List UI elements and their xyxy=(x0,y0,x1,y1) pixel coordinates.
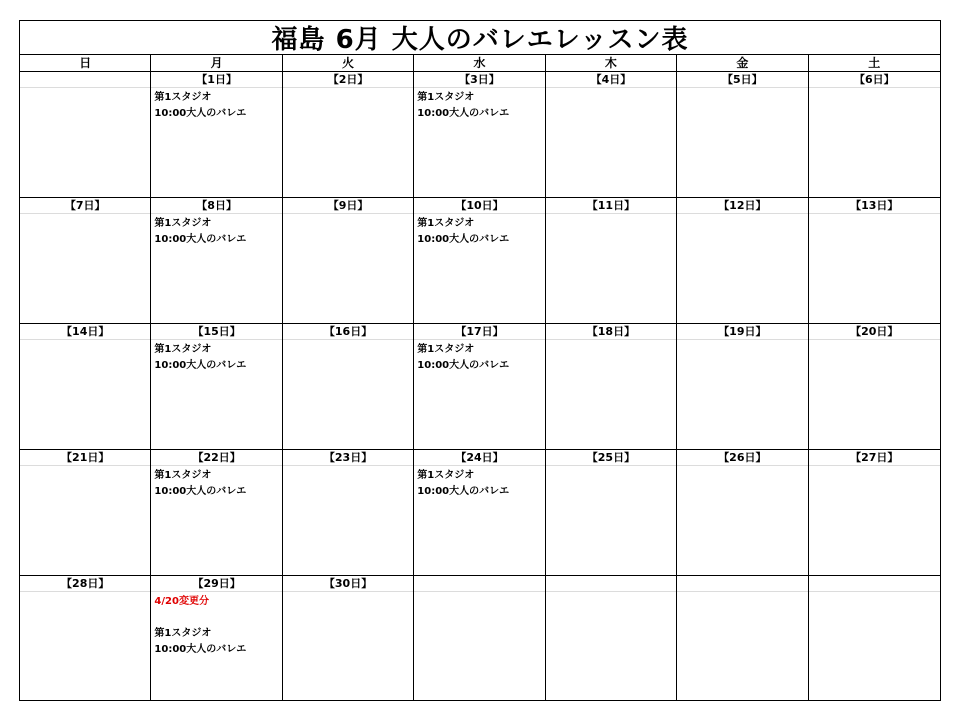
weekday-header: 金 xyxy=(677,55,808,71)
day-cell xyxy=(809,324,940,449)
day-cell xyxy=(546,324,677,449)
day-cell xyxy=(809,576,940,700)
day-cell xyxy=(283,576,414,700)
day-cell xyxy=(414,72,545,197)
weekday-header-row xyxy=(20,55,940,72)
day-cell xyxy=(414,576,545,700)
week-row xyxy=(20,450,940,576)
day-date-label: 【27日】 xyxy=(809,450,940,466)
day-date-label: 【5日】 xyxy=(677,72,807,88)
day-date-label: 【26日】 xyxy=(677,450,807,466)
day-date-label: 【7日】 xyxy=(20,198,150,214)
weekday-header: 月 xyxy=(151,55,282,71)
day-date-label xyxy=(677,576,807,592)
day-date-label: 【8日】 xyxy=(151,198,281,214)
calendar-sheet xyxy=(19,20,941,701)
day-cell xyxy=(20,576,151,700)
lesson-entry: 第1スタジオ xyxy=(417,218,475,229)
day-cell xyxy=(283,450,414,575)
lesson-entry: 第1スタジオ xyxy=(417,470,475,481)
day-cell xyxy=(283,198,414,323)
lesson-entry: 10:00大人のバレエ xyxy=(154,360,247,371)
day-date-label xyxy=(546,576,676,592)
day-date-label xyxy=(809,576,940,592)
calendar-grid xyxy=(20,72,940,700)
day-cell xyxy=(677,576,808,700)
lesson-entry: 第1スタジオ xyxy=(417,344,475,355)
day-cell xyxy=(20,198,151,323)
day-cell xyxy=(20,450,151,575)
weekday-header: 火 xyxy=(283,55,414,71)
day-date-label: 【20日】 xyxy=(809,324,940,340)
day-date-label: 【17日】 xyxy=(414,324,544,340)
day-date-label: 【22日】 xyxy=(151,450,281,466)
day-cell xyxy=(809,198,940,323)
week-row xyxy=(20,72,940,198)
day-date-label: 【2日】 xyxy=(283,72,413,88)
day-date-label: 【10日】 xyxy=(414,198,544,214)
day-cell xyxy=(283,324,414,449)
lesson-entry: 10:00大人のバレエ xyxy=(154,486,247,497)
day-date-label: 【12日】 xyxy=(677,198,807,214)
day-date-label: 【24日】 xyxy=(414,450,544,466)
day-date-label: 【21日】 xyxy=(20,450,150,466)
day-cell xyxy=(677,198,808,323)
week-row xyxy=(20,576,940,700)
week-row xyxy=(20,198,940,324)
day-cell xyxy=(677,72,808,197)
day-date-label: 【15日】 xyxy=(151,324,281,340)
day-cell xyxy=(546,450,677,575)
day-date-label xyxy=(20,72,150,88)
day-cell xyxy=(151,324,282,449)
lesson-entry: 第1スタジオ xyxy=(154,218,212,229)
day-date-label: 【9日】 xyxy=(283,198,413,214)
lesson-entry: 第1スタジオ xyxy=(154,92,212,103)
lesson-entry: 第1スタジオ xyxy=(154,628,212,639)
day-cell xyxy=(677,450,808,575)
day-cell xyxy=(414,198,545,323)
lesson-entry: 10:00大人のバレエ xyxy=(154,234,247,245)
day-date-label: 【16日】 xyxy=(283,324,413,340)
day-date-label: 【25日】 xyxy=(546,450,676,466)
lesson-entry: 10:00大人のバレエ xyxy=(417,360,510,371)
day-date-label: 【11日】 xyxy=(546,198,676,214)
day-cell xyxy=(414,450,545,575)
day-date-label: 【28日】 xyxy=(20,576,150,592)
day-cell xyxy=(414,324,545,449)
lesson-entry: 第1スタジオ xyxy=(154,470,212,481)
lesson-entry: 第1スタジオ xyxy=(154,344,212,355)
day-cell xyxy=(809,72,940,197)
page-title: 福島 6月 大人のバレエレッスン表 xyxy=(20,21,940,55)
day-date-label: 【30日】 xyxy=(283,576,413,592)
day-date-label: 【1日】 xyxy=(151,72,281,88)
weekday-header: 土 xyxy=(868,56,881,70)
day-date-label: 【14日】 xyxy=(20,324,150,340)
day-cell xyxy=(20,324,151,449)
lesson-entry: 10:00大人のバレエ xyxy=(417,234,510,245)
lesson-entry: 第1スタジオ xyxy=(417,92,475,103)
day-date-label: 【19日】 xyxy=(677,324,807,340)
day-cell xyxy=(283,72,414,197)
day-date-label: 【6日】 xyxy=(809,72,940,88)
day-date-label: 【29日】 xyxy=(151,576,281,592)
schedule-change-note: 4/20変更分 xyxy=(154,596,209,607)
day-date-label xyxy=(414,576,544,592)
day-date-label: 【4日】 xyxy=(546,72,676,88)
weekday-header: 水 xyxy=(414,55,545,71)
day-cell xyxy=(151,576,282,700)
day-cell xyxy=(677,324,808,449)
day-cell xyxy=(151,72,282,197)
lesson-entry: 10:00大人のバレエ xyxy=(417,486,510,497)
weekday-header: 日 xyxy=(20,55,151,71)
lesson-entry: 10:00大人のバレエ xyxy=(154,644,247,655)
day-date-label: 【23日】 xyxy=(283,450,413,466)
lesson-entry xyxy=(154,610,281,626)
day-date-label: 【13日】 xyxy=(809,198,940,214)
lesson-entry: 10:00大人のバレエ xyxy=(417,108,510,119)
day-cell xyxy=(809,450,940,575)
day-cell xyxy=(151,450,282,575)
lesson-entry: 10:00大人のバレエ xyxy=(154,108,247,119)
day-cell xyxy=(20,72,151,197)
weekday-header: 木 xyxy=(546,55,677,71)
day-cell xyxy=(546,72,677,197)
day-cell xyxy=(546,198,677,323)
week-row xyxy=(20,324,940,450)
day-date-label: 【3日】 xyxy=(414,72,544,88)
day-cell xyxy=(546,576,677,700)
day-cell xyxy=(151,198,282,323)
day-date-label: 【18日】 xyxy=(546,324,676,340)
